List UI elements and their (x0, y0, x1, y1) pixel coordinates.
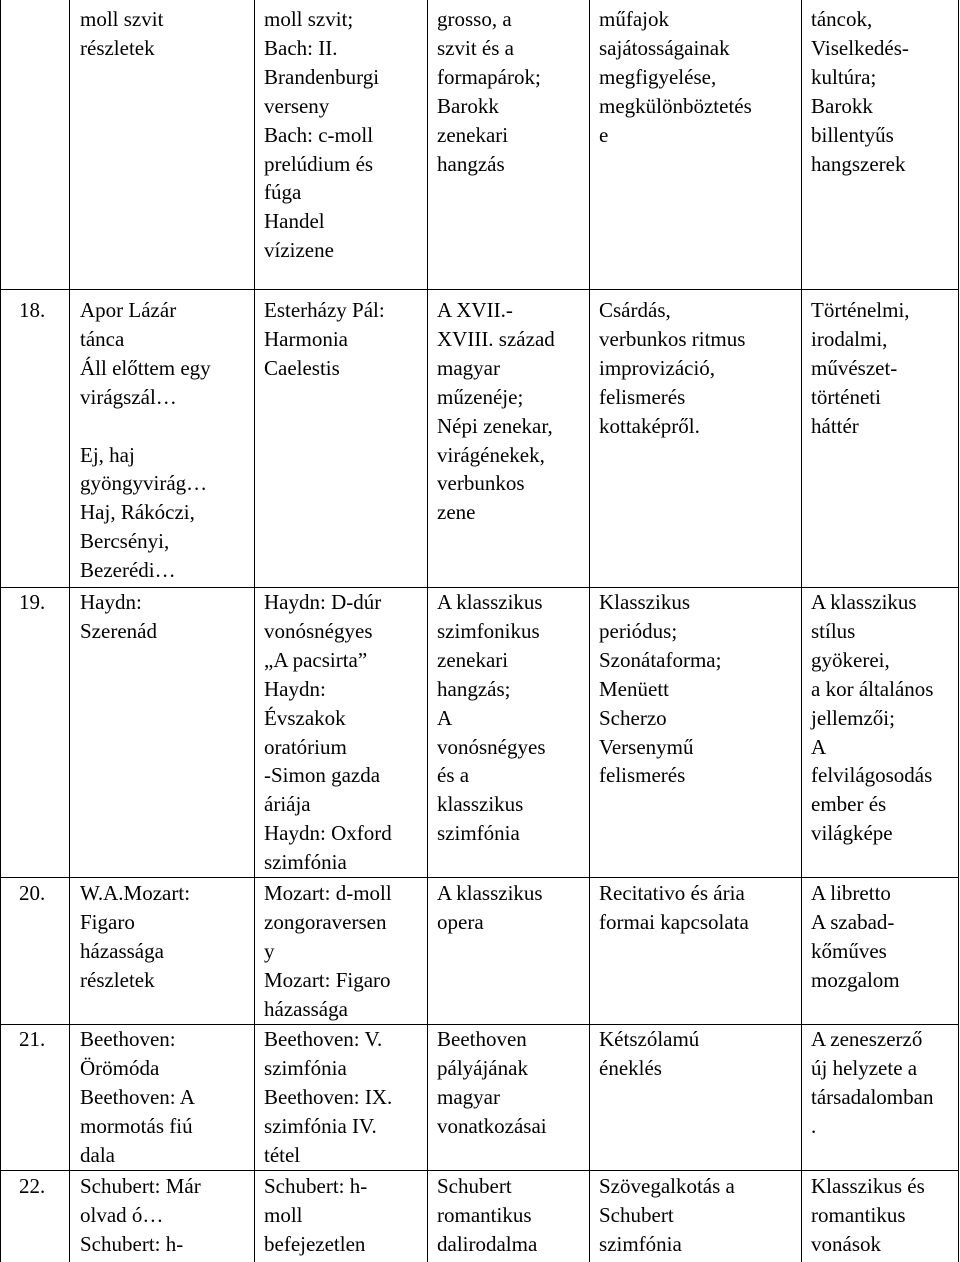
row-number: 18. (19, 298, 46, 322)
cell-piece: W.A.Mozart: Figaro házassága részletek (80, 881, 191, 992)
cell-topic: Beethoven pályájának magyar vonatkozásai (437, 1027, 547, 1138)
cell-skill: műfajok sajátosságainak megfigyelése, megkülönböztetés e (599, 7, 752, 147)
cell-topic: Schubert romantikus dalirodalma (437, 1174, 538, 1256)
cell-skill: Klasszikus periódus; Szonátaforma; Menüett Scherzo Versenymű felismerés (599, 590, 722, 788)
row-divider (0, 289, 959, 290)
cell-topic: A klasszikus opera (437, 881, 543, 934)
row-number: 19. (19, 590, 46, 614)
cell-topic: A klasszikus szimfonikus zenekari hangzás; A vonósnégyes és a klasszikus szimfónia (437, 590, 546, 846)
table-row (0, 5, 960, 287)
row-number: 20. (19, 881, 46, 905)
table-row (0, 296, 960, 586)
cell-piece: Schubert: Már olvad ó… Schubert: h- (80, 1174, 201, 1256)
row-number: 22. (19, 1174, 46, 1198)
cell-context: Klasszikus és romantikus vonások (811, 1174, 925, 1256)
cell-piece: moll szvit részletek (80, 7, 164, 60)
cell-context: A zeneszerző új helyzete a társadalomban . (811, 1027, 934, 1138)
cell-listening: Mozart: d-moll zongoraversen y Mozart: Figaro házassága (264, 881, 392, 1021)
cell-context: A libretto A szabad- kőműves mozgalom (811, 881, 900, 992)
cell-topic: A XVII.- XVIII. század magyar műzenéje; Népi zenekar, virágénekek, verbunkos zene (437, 298, 555, 525)
table-row (0, 588, 960, 876)
table-row (0, 1172, 960, 1262)
row-number: 21. (19, 1027, 46, 1051)
cell-context: A klasszikus stílus gyökerei, a kor általános jellemzői; A felvilágosodás ember és világképe (811, 590, 934, 846)
cell-skill: Kétszólamú éneklés (599, 1027, 700, 1080)
cell-listening: moll szvit; Bach: II. Brandenburgi verseny Bach: c-moll prelúdium és fúga Handel vízizene (264, 7, 380, 263)
cell-skill: Csárdás, verbunkos ritmus improvizáció, felismerés kottaképről. (599, 298, 746, 438)
cell-listening: Schubert: h- moll befejezetlen (264, 1174, 368, 1256)
table-row (0, 1025, 960, 1169)
cell-skill: Szövegalkotás a Schubert szimfónia (599, 1174, 735, 1256)
row-divider (0, 877, 959, 878)
cell-listening: Beethoven: V. szimfónia Beethoven: IX. szimfónia IV. tétel (264, 1027, 393, 1167)
cell-listening: Haydn: D-dúr vonósnégyes „A pacsirta” Haydn: Évszakok oratórium -Simon gazda áriája Haydn: Oxford szimfónia (264, 590, 392, 875)
cell-piece: Apor Lázár tánca Áll előttem egy virágszál… Ej, haj gyöngyvirág… Haj, Rákóczi, Bercsényi, Bezerédi… (80, 298, 211, 583)
cell-listening: Esterházy Pál: Harmonia Caelestis (264, 298, 385, 380)
cell-piece: Beethoven: Örömóda Beethoven: A mormotás fiú dala (80, 1027, 195, 1167)
cell-piece: Haydn: Szerenád (80, 590, 157, 643)
cell-skill: Recitativo és ária formai kapcsolata (599, 881, 749, 934)
table-row (0, 879, 960, 1023)
cell-context: táncok, Viselkedés- kultúra; Barokk billentyűs hangszerek (811, 7, 909, 176)
row-divider (0, 1170, 959, 1171)
cell-context: Történelmi, irodalmi, művészet- történeti háttér (811, 298, 910, 438)
cell-topic: grosso, a szvit és a formapárok; Barokk zenekari hangzás (437, 7, 541, 176)
